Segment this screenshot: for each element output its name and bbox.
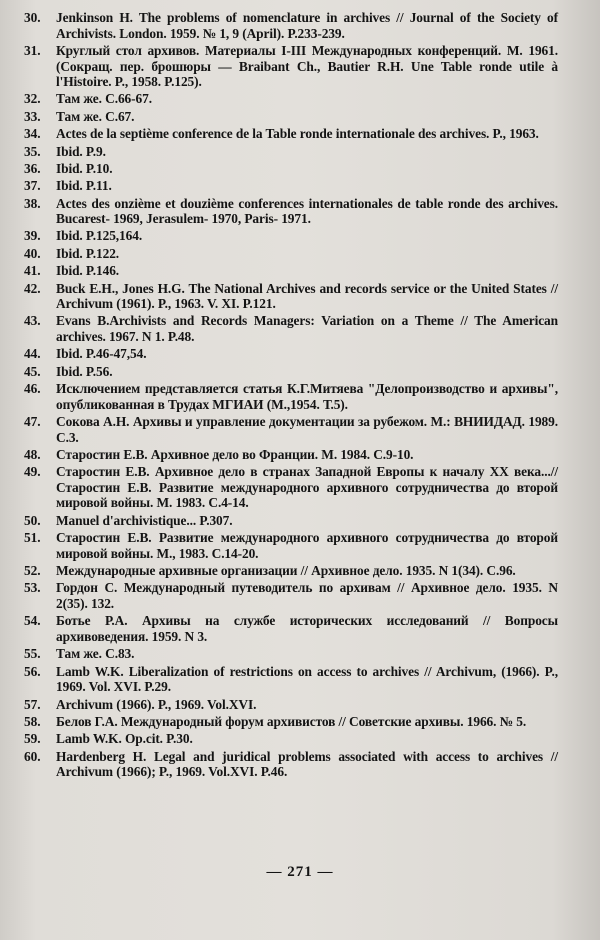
- reference-text: Ibid. P.9.: [56, 143, 106, 159]
- reference-number: 55.: [24, 646, 41, 662]
- reference-number: 35.: [24, 143, 41, 159]
- reference-item: [24, 530, 558, 561]
- reference-number: 34.: [24, 126, 41, 142]
- reference-text: Ibid. P.46-47,54.: [56, 346, 147, 362]
- reference-item: [24, 109, 558, 125]
- reference-item: [24, 126, 558, 142]
- reference-number: 45.: [24, 363, 41, 379]
- reference-number: 42.: [24, 280, 41, 296]
- reference-item: [24, 43, 558, 90]
- reference-text: Ibid. P.146.: [56, 263, 120, 279]
- reference-text: Ibid. P.125,164.: [56, 228, 143, 244]
- reference-number: 38.: [24, 195, 41, 211]
- reference-item: [24, 346, 558, 362]
- reference-number: 46.: [24, 381, 41, 397]
- reference-text: Белов Г.А. Международный форум архивистов // Советские архивы. 1966. № 5.: [56, 713, 527, 729]
- reference-text: Круглый стол архивов. Материалы I-III Международных конференций. М. 1961. (Сокращ. пер. брошюры — Braibant Ch., Bautier R.H. Une Table ronde utile à l'Histoire. P., 1958. P.125).: [56, 42, 558, 90]
- reference-number: 59.: [24, 731, 41, 747]
- reference-number: 37.: [24, 178, 41, 194]
- reference-text: Lamb W.K. Op.cit. P.30.: [56, 731, 193, 747]
- reference-number: 43.: [24, 313, 41, 329]
- reference-item: [24, 749, 558, 780]
- reference-item: [24, 10, 558, 41]
- reference-item: [24, 178, 558, 194]
- reference-text: Ботье Р.А. Архивы на службе исторических исследований // Вопросы архивоведения. 1959. N 3.: [56, 613, 558, 644]
- reference-item: [24, 144, 558, 160]
- reference-text: Actes des onzième et douzième conferences internationales de table ronde des archives. Bucarest- 1969, Jerasulem- 1970, Paris- 1971.: [56, 195, 558, 227]
- reference-text: Ibid. P.11.: [56, 178, 112, 194]
- reference-number: 56.: [24, 663, 41, 679]
- reference-text: Гордон С. Международный путеводитель по архивам // Архивное дело. 1935. N 2(35). 132.: [56, 580, 558, 612]
- reference-text: Ibid. P.56.: [56, 363, 113, 379]
- reference-item: [24, 714, 558, 730]
- reference-number: 51.: [24, 530, 41, 546]
- reference-number: 60.: [24, 748, 41, 764]
- reference-number: 54.: [24, 613, 41, 629]
- reference-item: [24, 513, 558, 529]
- reference-item: [24, 196, 558, 227]
- reference-item: [24, 447, 558, 463]
- reference-item: [24, 263, 558, 279]
- reference-number: 53.: [24, 580, 41, 596]
- reference-text: Сокова А.Н. Архивы и управление документации за рубежом. М.: ВНИИДАД. 1989. С.3.: [56, 414, 558, 445]
- reference-text: Старостин Е.В. Архивное дело во Франции. М. 1984. С.9-10.: [56, 446, 414, 462]
- reference-item: [24, 697, 558, 713]
- reference-number: 50.: [24, 512, 41, 528]
- reference-item: [24, 313, 558, 344]
- reference-item: [24, 91, 558, 107]
- reference-text: Исключением представляется статья К.Г.Митяева "Делопроизводство и архивы", опубликованная в Трудах МГИАИ (М.,1954. Т.5).: [56, 381, 558, 412]
- reference-number: 48.: [24, 446, 41, 462]
- reference-item: [24, 563, 558, 579]
- reference-item: [24, 161, 558, 177]
- reference-text: Archivum (1966). P., 1969. Vol.XVI.: [56, 696, 257, 712]
- reference-text: Там же. С.66-67.: [56, 91, 152, 107]
- reference-item: [24, 228, 558, 244]
- reference-item: [24, 414, 558, 445]
- reference-number: 58.: [24, 713, 41, 729]
- reference-text: Там же. С.83.: [56, 646, 135, 662]
- reference-number: 52.: [24, 563, 41, 579]
- reference-text: Hardenberg H. Legal and juridical problems associated with access to archives // Archivum (1966); P., 1969. Vol.XVI. P.46.: [56, 748, 558, 780]
- reference-list: [24, 10, 558, 780]
- reference-text: Там же. С.67.: [56, 108, 135, 124]
- reference-number: 49.: [24, 464, 41, 480]
- reference-number: 33.: [24, 108, 41, 124]
- reference-text: Международные архивные организации // Архивное дело. 1935. N 1(34). С.96.: [56, 563, 516, 579]
- page-number: — 271 —: [266, 864, 334, 880]
- reference-item: [24, 580, 558, 611]
- reference-number: 41.: [24, 263, 41, 279]
- reference-text: Lamb W.K. Liberalization of restrictions on access to archives // Archivum, (1966). P., 1969. Vol. XVI. P.29.: [56, 663, 558, 695]
- reference-number: 47.: [24, 414, 41, 429]
- reference-text: Evans B.Archivists and Records Managers: Variation on a Theme // The American archives. 1967. N 1. P.48.: [56, 313, 558, 345]
- reference-number: 31.: [24, 42, 41, 58]
- reference-number: 44.: [24, 346, 41, 362]
- reference-number: 39.: [24, 228, 41, 244]
- reference-text: Manuel d'archivistique... P.307.: [56, 512, 233, 528]
- reference-item: [24, 381, 558, 412]
- reference-number: 40.: [24, 245, 41, 261]
- reference-item: [24, 464, 558, 511]
- reference-text: Старостин Е.В. Развитие международного архивного сотрудничества до второй мировой войны. М., 1983. С.14-20.: [56, 530, 558, 561]
- reference-number: 32.: [24, 91, 41, 107]
- reference-text: Jenkinson H. The problems of nomenclature in archives // Journal of the Society of Archivists. London. 1959. № 1, 9 (April). P.233-239.: [56, 10, 558, 41]
- reference-item: [24, 664, 558, 695]
- reference-item: [24, 246, 558, 262]
- reference-text: Ibid. P.122.: [56, 245, 120, 261]
- reference-item: [24, 364, 558, 380]
- reference-number: 30.: [24, 10, 41, 25]
- reference-text: Buck E.H., Jones H.G. The National Archives and records service or the United States // Archivum (1961). P., 1963. V. XI. P.121.: [56, 280, 558, 312]
- reference-item: [24, 646, 558, 662]
- reference-number: 57.: [24, 696, 41, 712]
- reference-text: Старостин Е.В. Архивное дело в странах Западной Европы к началу XX века...// Старостин Е.В. Развитие международного архивного сотрудничества до второй мировой войны. М. 1983. С.4-14.: [56, 464, 558, 511]
- reference-text: Actes de la septième conference de la Table ronde internationale des archives. P., 1963.: [56, 126, 539, 142]
- reference-item: [24, 613, 558, 644]
- reference-item: [24, 731, 558, 747]
- reference-number: 36.: [24, 160, 41, 176]
- reference-text: Ibid. P.10.: [56, 160, 113, 176]
- reference-item: [24, 281, 558, 312]
